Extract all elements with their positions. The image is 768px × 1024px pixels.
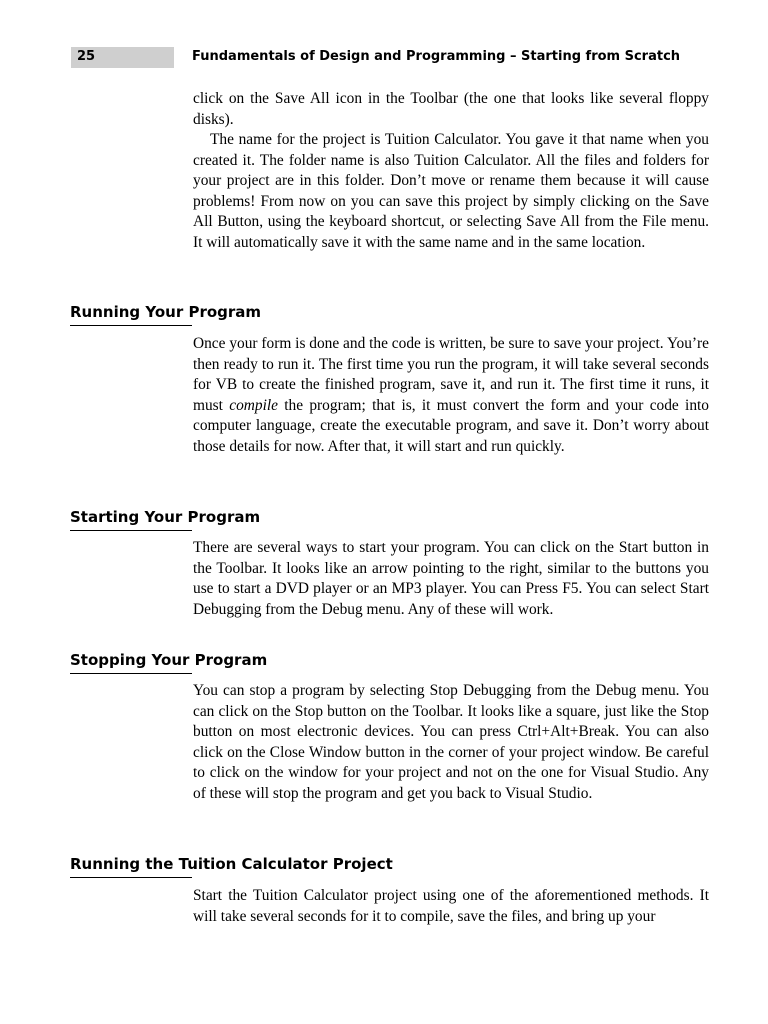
heading-underline bbox=[70, 877, 192, 878]
paragraph-stopping-your-program: You can stop a program by selecting Stop Debugging from the Debug menu. You can click on the Stop button on the Toolbar. It looks like a square, just like the Stop button on most electronic devices. You can press Ctrl+Alt+Break. You can also click on the Close Window button in the corner of your project window. Be careful to click on the window for your project and not on the one for Visual Studio. Any of these will stop the program and get you back to Visual Studio. bbox=[193, 682, 709, 802]
page-number-bar bbox=[71, 47, 174, 68]
heading-starting-your-program: Starting Your Program bbox=[70, 508, 261, 526]
running-head-title: Fundamentals of Design and Programming – Starting from Scratch bbox=[192, 49, 681, 64]
heading-stopping-your-program: Stopping Your Program bbox=[70, 651, 268, 669]
running-body-before: Once your form is done and the code is written, be sure to save your project. You’re then ready to run it. The first time you run the program, it will take several seconds for VB to create the finished program, save it, and run it. The first time it runs, it must bbox=[193, 335, 709, 414]
paragraph-intro-continued: click on the Save All icon in the Toolbar (the one that looks like several floppy disks). bbox=[193, 90, 709, 128]
paragraph-running-tuition-calculator: Start the Tuition Calculator project using one of the aforementioned methods. It will take several seconds for it to compile, save the files, and bring up your bbox=[193, 887, 709, 925]
running-body-after: the program; that is, it must convert the form and your code into computer language, create the executable program, and save it. Don’t worry about those details for now. After that, it will start and run quickly. bbox=[193, 396, 709, 455]
paragraph-running-your-program bbox=[193, 334, 709, 458]
heading-underline bbox=[70, 673, 192, 674]
heading-underline bbox=[70, 325, 192, 326]
paragraph-project-name: The name for the project is Tuition Calculator. You gave it that name when you created it. The folder name is also Tuition Calculator. All the files and folders for your project are in this folder. Don’t move or rename them because it will cause problems! From now on you can save this project by simply clicking on the Save All Button, using the keyboard shortcut, or selecting Save All from the File menu. It will automatically save it with the same name and in the same location. bbox=[193, 131, 709, 251]
heading-running-your-program: Running Your Program bbox=[70, 303, 262, 321]
paragraph-starting-your-program: There are several ways to start your program. You can click on the Start button in the Toolbar. It looks like an arrow pointing to the right, similar to the buttons you use to start a DVD player or an MP3 player. You can Press F5. You can select Start Debugging from the Debug menu. Any of these will work. bbox=[193, 539, 709, 618]
heading-running-tuition-calculator: Running the Tuition Calculator Project bbox=[70, 855, 393, 873]
running-body-emphasis: compile bbox=[229, 396, 278, 414]
heading-underline bbox=[70, 530, 192, 531]
page-number: 25 bbox=[77, 49, 96, 64]
